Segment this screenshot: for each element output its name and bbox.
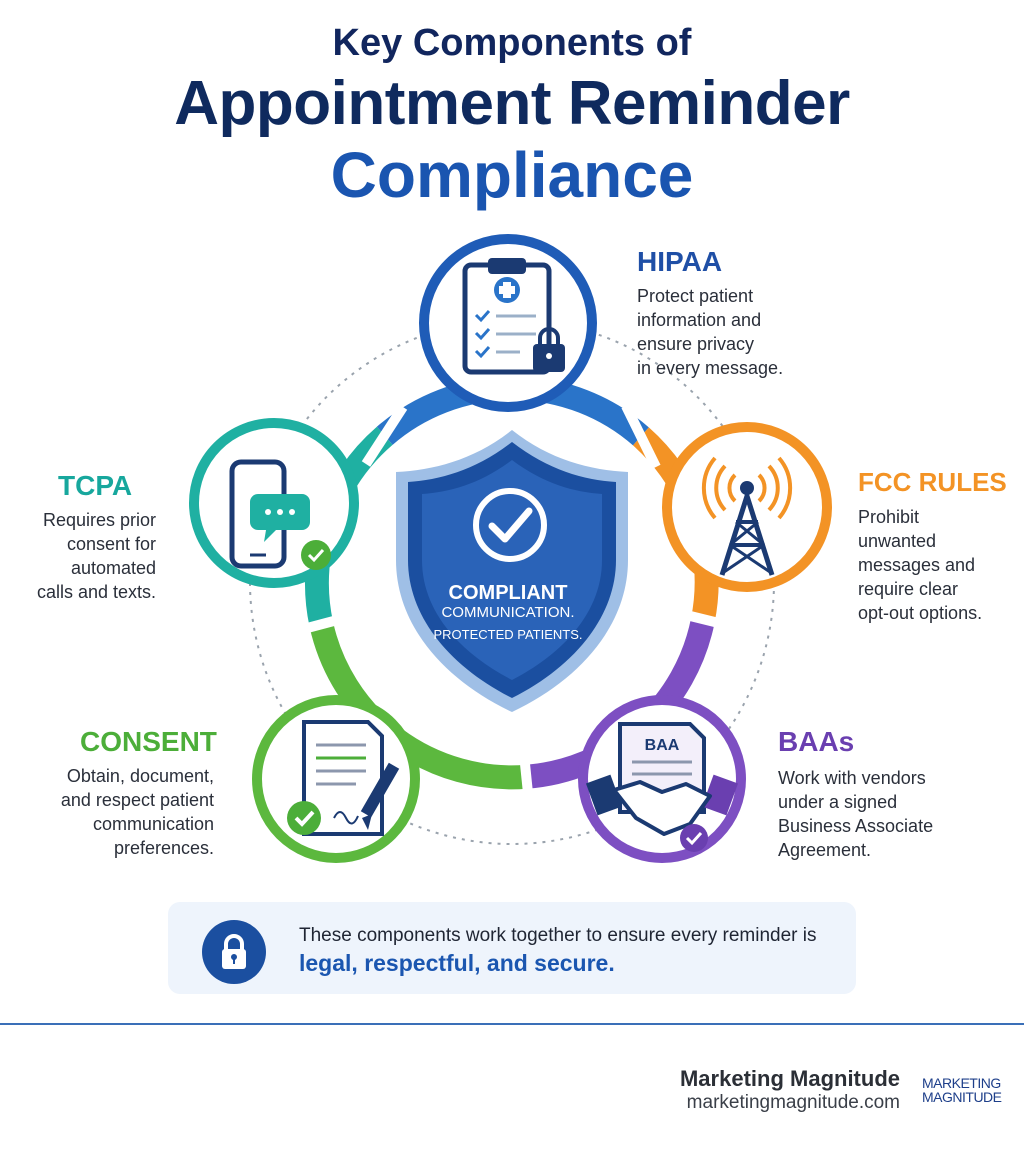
hipaa-description: Protect patient information and ensure privacy in every message. (637, 286, 784, 378)
node-consent (257, 700, 415, 858)
title-line-2: Appointment Reminder (174, 69, 850, 138)
footer-divider (0, 1023, 1024, 1025)
node-baas (583, 700, 741, 858)
consent-title: CONSENT (80, 726, 217, 757)
fcc-description: Prohibit unwanted messages and require clear opt-out options. (858, 507, 983, 623)
shield-check-icon (396, 430, 628, 712)
title-line-3: Compliance (330, 139, 694, 211)
node-tcpa (194, 423, 354, 583)
hipaa-title: HIPAA (637, 246, 723, 277)
lock-icon (202, 920, 266, 984)
center-label-communication: COMMUNICATION. (441, 604, 575, 621)
tcpa-title: TCPA (58, 470, 133, 501)
title-line-1: Key Components of (332, 22, 692, 64)
document-pen-icon (287, 722, 399, 835)
brand-logo (922, 1076, 1002, 1104)
footer-brand-name: Marketing Magnitude (679, 1066, 900, 1091)
center-label-patients: PROTECTED PATIENTS. (433, 627, 583, 642)
banner-text-line-1: These components work together to ensure every reminder is (299, 925, 817, 946)
node-hipaa (424, 239, 592, 407)
summary-banner (168, 902, 856, 994)
footer-brand-url[interactable]: marketingmagnitude.com (686, 1092, 900, 1113)
baa-doc-label: BAA (644, 737, 680, 754)
baas-title: BAAs (778, 726, 855, 757)
banner-text-line-2: legal, respectful, and secure. (299, 950, 615, 976)
logo-line-1: MARKETING (922, 1075, 1001, 1091)
fcc-title: FCC RULES (858, 467, 1007, 497)
node-fcc (667, 427, 827, 587)
baas-description: Work with vendors under a signed Business Associate Agreement. (778, 768, 934, 860)
center-label-compliant: COMPLIANT (448, 582, 568, 604)
consent-description: Obtain, document, and respect patient communication preferences. (60, 766, 214, 858)
logo-line-2: MAGNITUDE (922, 1089, 1002, 1105)
tcpa-description: Requires prior consent for automated calls and texts. (36, 510, 156, 602)
